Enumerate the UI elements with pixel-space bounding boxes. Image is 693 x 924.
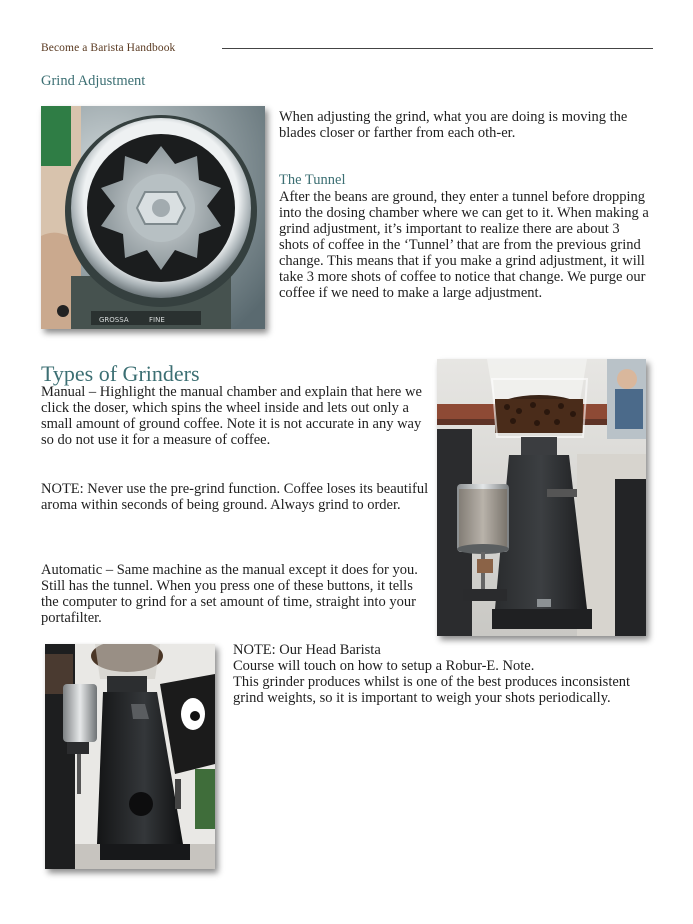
pre-grind-note: NOTE: Never use the pre-grind function. Coffee loses its beautiful aroma within seconds of being ground. Always grind to order. — [41, 481, 429, 513]
head-barista-note-line2: Course will touch on how to setup a Robur-E. Note. — [233, 658, 535, 674]
header-rule — [222, 48, 653, 49]
grind-weight-note: This grinder produces whilst is one of the best produces inconsistent grind weights, so it is important to weigh your shots periodically. — [233, 674, 631, 706]
tunnel-text: After the beans are ground, they enter a tunnel before dropping into the dosing chamber where we can get to it. When making a grind adjustment, it’s important to realize there are about 3 shots of coffee in the ‘Tunnel’ that are from the previous grind change. This means that if you make a grind adjustment, it will take 3 more shots of coffee to notice that change. We purge our coffee if we need to make a large adjustment. — [279, 189, 649, 301]
grind-adjustment-heading: Grind Adjustment — [41, 73, 146, 89]
types-of-grinders-heading: Types of Grinders — [41, 361, 200, 386]
manual-grinder-text: Manual – Highlight the manual chamber and explain that here we click the doser, which spins the wheel inside and lets out only a small amount of ground coffee. Note it is not accurate in any way so do not use it for a measure of coffee. — [41, 384, 422, 448]
head-barista-note-line1: NOTE: Our Head Barista — [233, 642, 381, 658]
grossa-label: GROSSA — [99, 316, 129, 324]
fine-label: FINE — [149, 316, 165, 324]
black-grinder-photo — [45, 644, 215, 869]
grind-intro-text: When adjusting the grind, what you are doing is moving the blades closer or farther from each oth-er. — [279, 109, 628, 141]
header-title: Become a Barista Handbook — [41, 42, 176, 54]
cafe-grinder-photo — [437, 359, 646, 636]
burr-closeup-photo — [41, 106, 265, 329]
tunnel-heading: The Tunnel — [279, 172, 346, 188]
automatic-grinder-text: Automatic – Same machine as the manual except it does for you. Still has the tunnel. When you press one of these buttons, it tells the computer to grind for a set amount of time, straight into your portafilter. — [41, 562, 418, 626]
